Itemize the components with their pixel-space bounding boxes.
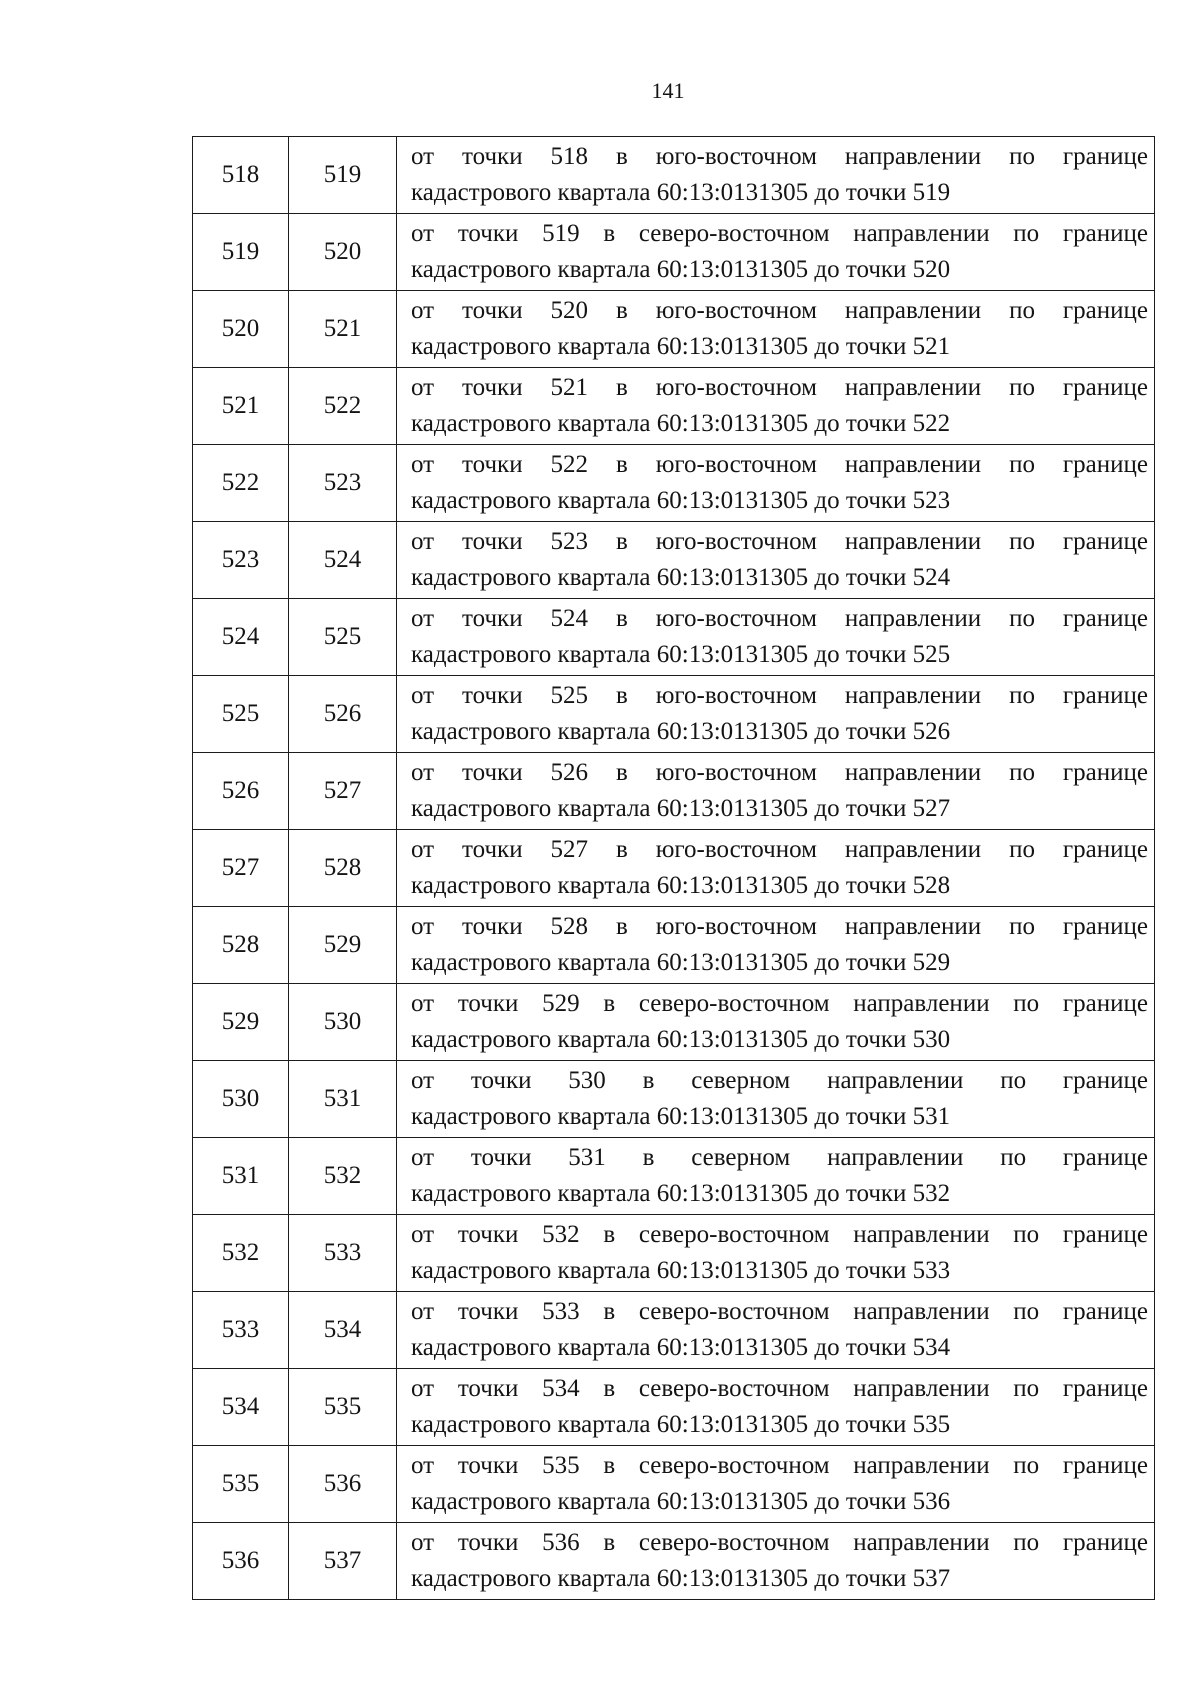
point-from-cell: 534 [193,1369,289,1446]
boundary-points-table [192,136,1155,1600]
description-line-direction: от точки 522 в юго-восточном направлении по границе [411,451,1148,478]
description-line-quarter: кадастрового квартала 60:13:0131305 до точки 524 [411,564,951,591]
description-line-quarter: кадастрового квартала 60:13:0131305 до точки 535 [411,1411,951,1438]
point-to-cell: 520 [289,214,397,291]
description-line-quarter: кадастрового квартала 60:13:0131305 до точки 519 [411,179,951,206]
point-to-cell: 530 [289,984,397,1061]
description-line-direction: от точки 531 в северном направлении по границе [411,1144,1148,1171]
point-to-cell: 522 [289,368,397,445]
boundary-description-cell [397,753,1155,830]
boundary-description-cell [397,1138,1155,1215]
point-from-cell: 532 [193,1215,289,1292]
table-row [193,522,1155,599]
table-row [193,137,1155,214]
description-line-direction: от точки 536 в северо-восточном направлении по границе [411,1529,1148,1556]
description-line-direction: от точки 521 в юго-восточном направлении по границе [411,374,1148,401]
point-from-cell: 536 [193,1523,289,1600]
point-to-cell: 524 [289,522,397,599]
table-row [193,445,1155,522]
table-row [193,1138,1155,1215]
point-to-cell: 536 [289,1446,397,1523]
table-row [193,291,1155,368]
description-line-direction: от точки 527 в юго-восточном направлении по границе [411,836,1148,863]
table-row [193,1523,1155,1600]
description-line-quarter: кадастрового квартала 60:13:0131305 до точки 532 [411,1180,951,1207]
table-row [193,907,1155,984]
boundary-description-cell [397,830,1155,907]
point-to-cell: 537 [289,1523,397,1600]
boundary-description-cell [397,368,1155,445]
boundary-description-cell [397,1292,1155,1369]
table-row [193,1292,1155,1369]
table-row [193,368,1155,445]
point-to-cell: 532 [289,1138,397,1215]
description-line-direction: от точки 525 в юго-восточном направлении по границе [411,682,1148,709]
page-number: 141 [651,78,685,103]
point-to-cell: 531 [289,1061,397,1138]
boundary-description-cell [397,1523,1155,1600]
description-line-quarter: кадастрового квартала 60:13:0131305 до точки 521 [411,333,951,360]
point-to-cell: 533 [289,1215,397,1292]
description-line-direction: от точки 532 в северо-восточном направлении по границе [411,1221,1148,1248]
description-line-quarter: кадастрового квартала 60:13:0131305 до точки 523 [411,487,951,514]
boundary-description-cell [397,445,1155,522]
boundary-description-cell [397,291,1155,368]
description-line-quarter: кадастрового квартала 60:13:0131305 до точки 533 [411,1257,951,1284]
point-from-cell: 530 [193,1061,289,1138]
description-line-direction: от точки 530 в северном направлении по границе [411,1067,1148,1094]
table-row [193,214,1155,291]
description-line-direction: от точки 524 в юго-восточном направлении по границе [411,605,1148,632]
point-to-cell: 535 [289,1369,397,1446]
description-line-quarter: кадастрового квартала 60:13:0131305 до точки 520 [411,256,951,283]
point-from-cell: 521 [193,368,289,445]
table-row [193,676,1155,753]
point-to-cell: 534 [289,1292,397,1369]
description-line-direction: от точки 535 в северо-восточном направлении по границе [411,1452,1148,1479]
boundary-description-cell [397,137,1155,214]
table-row [193,753,1155,830]
point-from-cell: 524 [193,599,289,676]
point-to-cell: 527 [289,753,397,830]
point-from-cell: 519 [193,214,289,291]
boundary-description-cell [397,1215,1155,1292]
point-from-cell: 518 [193,137,289,214]
description-line-quarter: кадастрового квартала 60:13:0131305 до точки 531 [411,1103,951,1130]
table-row [193,1446,1155,1523]
description-line-quarter: кадастрового квартала 60:13:0131305 до точки 537 [411,1565,951,1592]
boundary-description-cell [397,907,1155,984]
point-to-cell: 525 [289,599,397,676]
point-to-cell: 526 [289,676,397,753]
point-to-cell: 521 [289,291,397,368]
point-from-cell: 525 [193,676,289,753]
description-line-direction: от точки 528 в юго-восточном направлении по границе [411,913,1148,940]
boundary-description-cell [397,1446,1155,1523]
description-line-direction: от точки 526 в юго-восточном направлении по границе [411,759,1148,786]
description-line-direction: от точки 519 в северо-восточном направлении по границе [411,220,1148,247]
point-from-cell: 520 [193,291,289,368]
boundary-description-cell [397,599,1155,676]
table-body [193,137,1155,1600]
description-line-direction: от точки 520 в юго-восточном направлении по границе [411,297,1148,324]
table-row [193,984,1155,1061]
point-to-cell: 519 [289,137,397,214]
boundary-description-cell [397,214,1155,291]
description-line-quarter: кадастрового квартала 60:13:0131305 до точки 525 [411,641,951,668]
description-line-direction: от точки 533 в северо-восточном направлении по границе [411,1298,1148,1325]
table-row [193,1061,1155,1138]
table-row [193,1369,1155,1446]
description-line-quarter: кадастрового квартала 60:13:0131305 до точки 534 [411,1334,951,1361]
point-from-cell: 523 [193,522,289,599]
description-line-direction: от точки 534 в северо-восточном направлении по границе [411,1375,1148,1402]
point-from-cell: 527 [193,830,289,907]
point-to-cell: 523 [289,445,397,522]
point-to-cell: 528 [289,830,397,907]
table-row [193,1215,1155,1292]
table-row [193,599,1155,676]
point-to-cell: 529 [289,907,397,984]
point-from-cell: 533 [193,1292,289,1369]
description-line-quarter: кадастрового квартала 60:13:0131305 до точки 526 [411,718,951,745]
description-line-direction: от точки 523 в юго-восточном направлении по границе [411,528,1148,555]
point-from-cell: 528 [193,907,289,984]
boundary-description-cell [397,1369,1155,1446]
description-line-quarter: кадастрового квартала 60:13:0131305 до точки 529 [411,949,951,976]
point-from-cell: 529 [193,984,289,1061]
description-line-quarter: кадастрового квартала 60:13:0131305 до точки 527 [411,795,951,822]
description-line-quarter: кадастрового квартала 60:13:0131305 до точки 522 [411,410,951,437]
description-line-quarter: кадастрового квартала 60:13:0131305 до точки 536 [411,1488,951,1515]
point-from-cell: 535 [193,1446,289,1523]
boundary-description-cell [397,984,1155,1061]
description-line-direction: от точки 518 в юго-восточном направлении по границе [411,143,1148,170]
point-from-cell: 526 [193,753,289,830]
boundary-description-cell [397,1061,1155,1138]
point-from-cell: 531 [193,1138,289,1215]
table-row [193,830,1155,907]
description-line-quarter: кадастрового квартала 60:13:0131305 до точки 528 [411,872,951,899]
boundary-description-cell [397,676,1155,753]
description-line-direction: от точки 529 в северо-восточном направлении по границе [411,990,1148,1017]
boundary-description-cell [397,522,1155,599]
description-line-quarter: кадастрового квартала 60:13:0131305 до точки 530 [411,1026,951,1053]
point-from-cell: 522 [193,445,289,522]
